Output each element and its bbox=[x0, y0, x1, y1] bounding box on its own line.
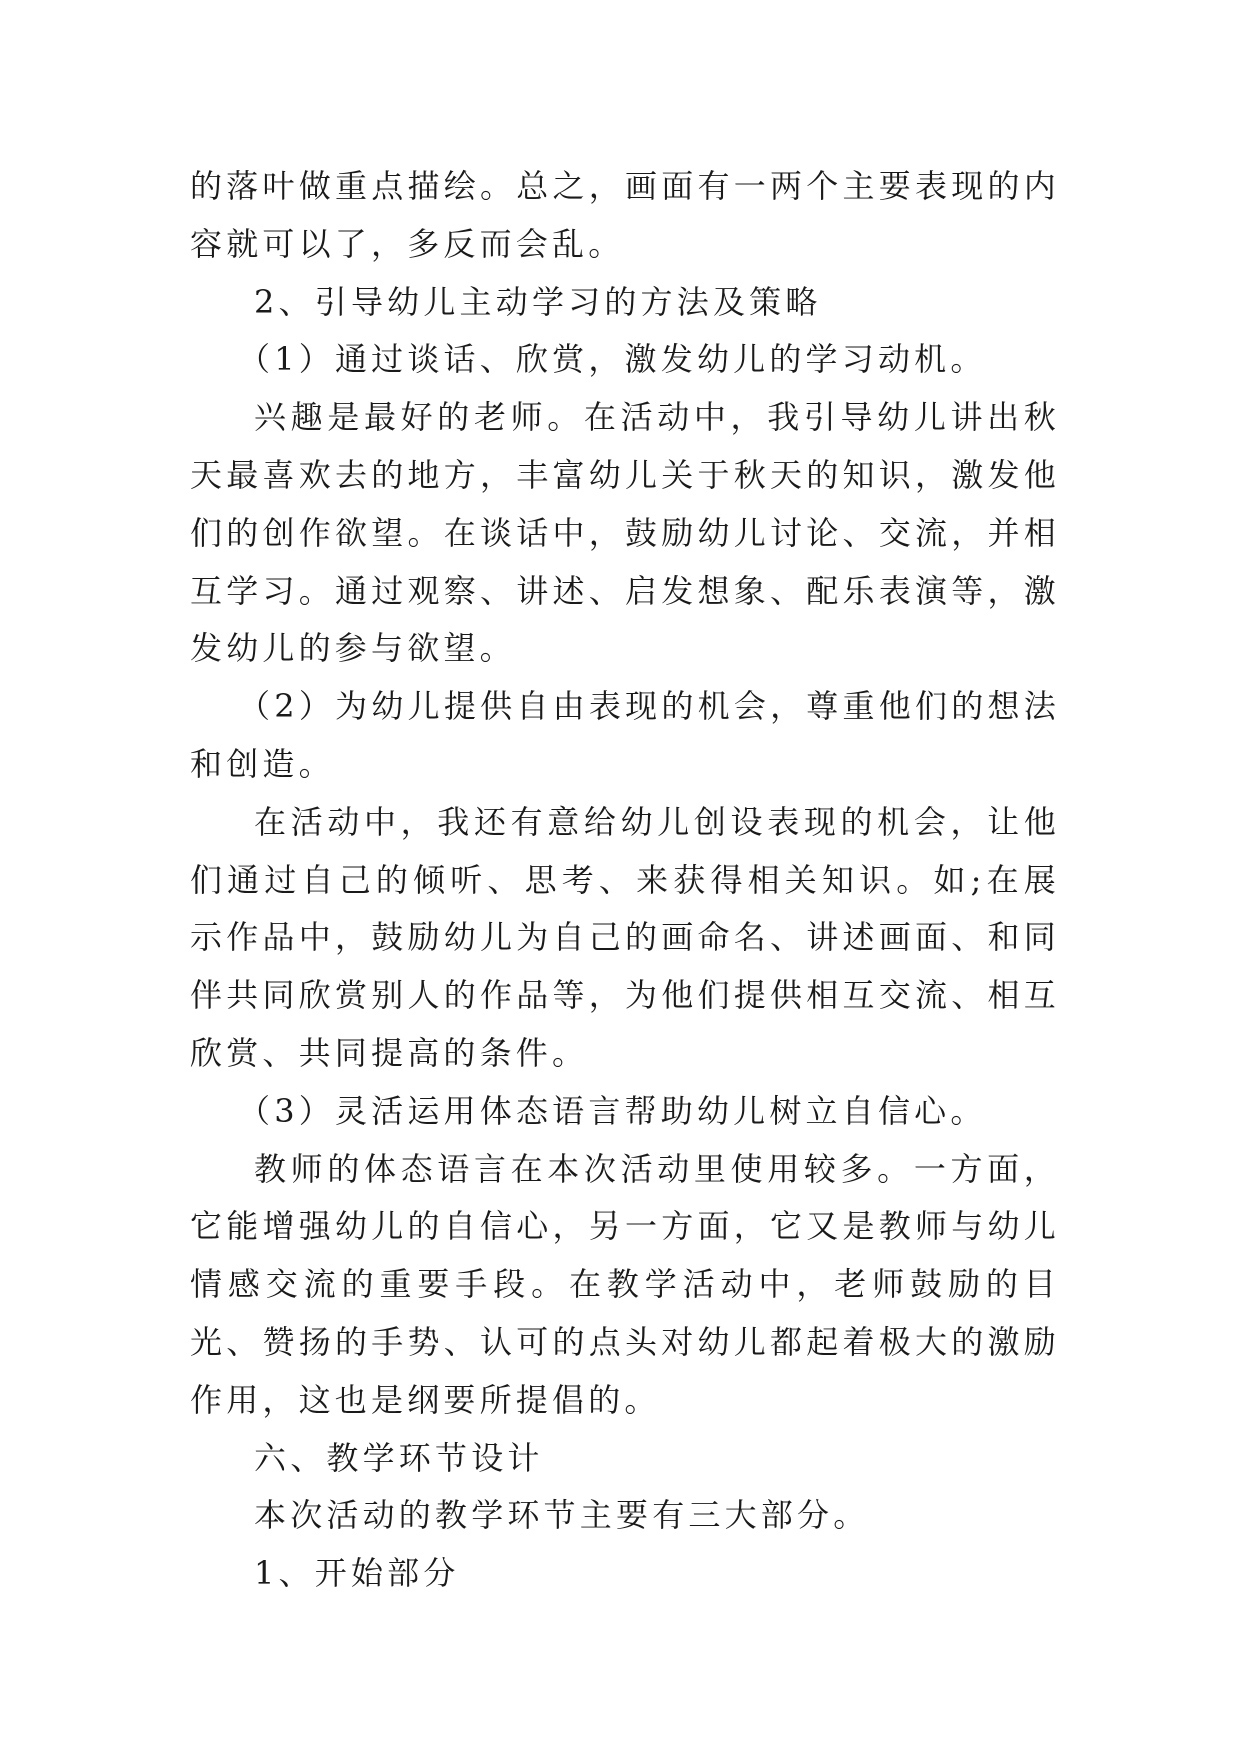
paragraph-continuation: 的落叶做重点描绘。总之，画面有一两个主要表现的内容就可以了，多反而会乱。 bbox=[190, 167, 1060, 263]
paragraph-interest: 兴趣是最好的老师。在活动中，我引导幼儿讲出秋天最喜欢去的地方，丰富幼儿关于秋天的知识，激发他们的创作欲望。在谈话中，鼓励幼儿讨论、交流，并相互学习。通过观察、讲述、启发想象、配乐表演等，激发幼儿的参与欲望。 bbox=[190, 398, 1060, 668]
subheading-conversation-appreciation: （1）通过谈话、欣赏，激发幼儿的学习动机。 bbox=[238, 340, 987, 379]
subheading-body-language: （3）灵活运用体态语言帮助幼儿树立自信心。 bbox=[238, 1091, 987, 1130]
paragraph-body-language: 教师的体态语言在本次活动里使用较多。一方面，它能增强幼儿的自信心，另一方面，它又是教师与幼儿情感交流的重要手段。在教学活动中，老师鼓励的目光、赞扬的手势、认可的点头对幼儿都起着极大的激励作用，这也是纲要所提倡的。 bbox=[190, 1149, 1060, 1419]
paragraph-three-parts: 本次活动的教学环节主要有三大部分。 bbox=[254, 1496, 870, 1535]
subheading-opening-part: 1、开始部分 bbox=[254, 1554, 460, 1593]
section-heading-learning-strategies: 2、引导幼儿主动学习的方法及策略 bbox=[254, 282, 822, 321]
subheading-free-expression: （2）为幼儿提供自由表现的机会，尊重他们的想法和创造。 bbox=[190, 687, 1060, 783]
paragraph-expression-opportunities: 在活动中，我还有意给幼儿创设表现的机会，让他们通过自己的倾听、思考、来获得相关知识。如;在展示作品中，鼓励幼儿为自己的画命名、讲述画面、和同伴共同欣赏别人的作品等，为他们提供相互交流、相互欣赏、共同提高的条件。 bbox=[190, 802, 1060, 1072]
section-heading-teaching-design: 六、教学环节设计 bbox=[254, 1438, 544, 1477]
document-body bbox=[190, 158, 1060, 1603]
